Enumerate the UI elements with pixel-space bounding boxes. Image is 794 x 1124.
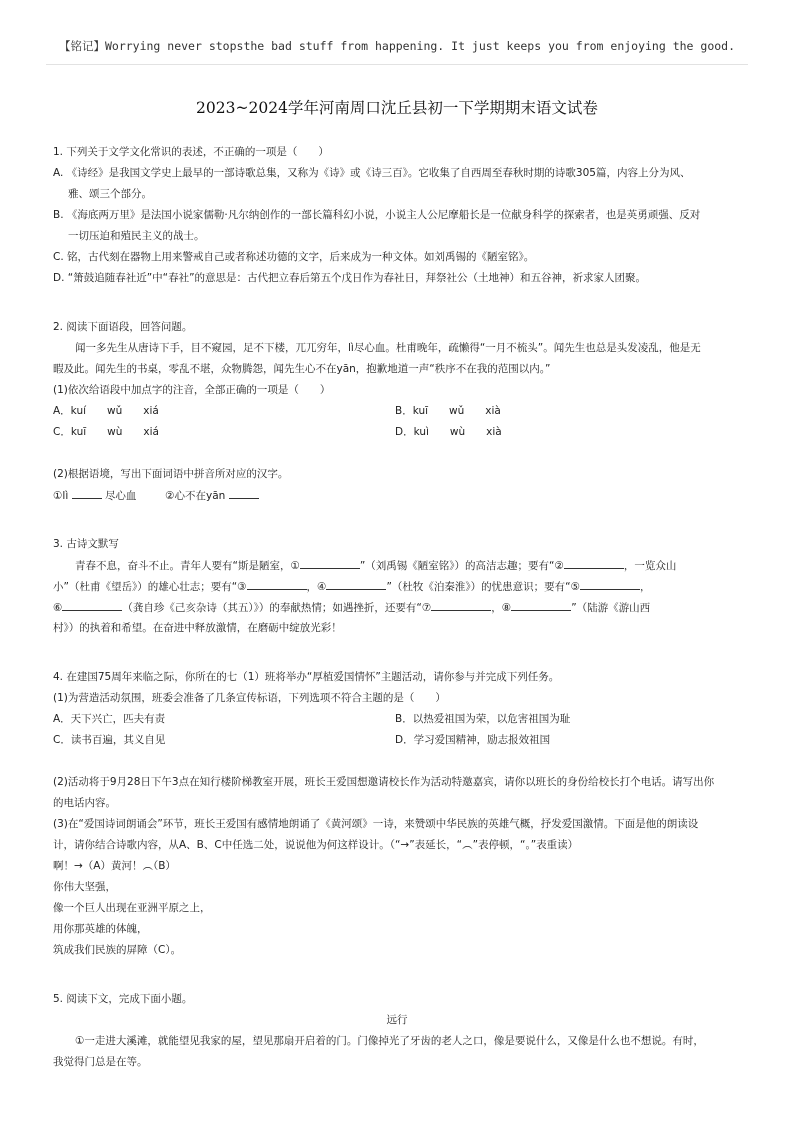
q1-option-a-cont: 雅、颂三个部分。	[68, 188, 152, 200]
q4-stem: 4. 在建国75周年来临之际，你所在的七（1）班将举办“厚植爱国情怀”主题活动，请你参与并完成下列任务。	[53, 671, 560, 683]
q4-sub1-option-a: A．天下兴亡，匹夫有责	[53, 713, 166, 725]
q4-sub1-stem: (1)为营造活动氛围，班委会准备了几条宣传标语，下列选项不符合主题的是（ ）	[53, 692, 446, 704]
q2-passage-line-2: 暇及此。闻先生的书桌，零乱不堪，众物腾怨，闻先生心不在yān，抱歉地道一声“秩序不在我的范围以内。”	[53, 363, 551, 375]
q4-sub1-option-c: C．读书百遍，其义自见	[53, 734, 166, 746]
poem-line-2: 你伟大坚强，	[53, 881, 116, 893]
q1-option-c: C. 铭，古代刻在器物上用来警戒自己或者称述功德的文字，后来成为一种文体。如刘禹锡的《陋室铭》。	[53, 251, 535, 263]
q3-line-1	[75, 558, 676, 573]
q3-stem: 3. 古诗文默写	[53, 538, 119, 550]
q3-l3-text-c: ，⑧	[491, 602, 512, 614]
q1-option-d: D. “箫鼓追随春社近”中“春社”的意思是：古代把立春后第五个戊日作为春社日，拜祭社公（土地神）和五谷神，祈求家人团聚。	[53, 272, 647, 284]
q3-l3-text-b: （龚自珍《己亥杂诗（其五）》）的奉献热情；如遇挫折，还要有“⑦	[122, 602, 432, 614]
page-title: 2023~2024学年河南周口沈丘县初一下学期期末语文试卷	[196, 99, 598, 117]
essay-paragraph-line-2: 我觉得门总是在等。	[53, 1056, 148, 1068]
q2-sub1-option-c: C．kuī wù xiá	[53, 426, 159, 438]
q3-l1-text-b: ”（刘禹锡《陋室铭》）的高洁志趣；要有“②	[359, 560, 564, 572]
q4-sub3-line-2: 计，请你结合诗歌内容，从A、B、C中任选二处，说说他为何这样设计。（“→”表延长，“︵”表停顿，“。”表重读）	[53, 839, 579, 851]
blank-4[interactable]	[326, 579, 386, 590]
fill-b-label: ②心不在yān	[165, 490, 226, 502]
q2-sub1-option-b: B．kuī wǔ xià	[395, 405, 501, 417]
blank-2[interactable]	[564, 558, 624, 569]
q2-passage-line-1: 闻一多先生从唐诗下手，目不窥园，足不下楼，兀兀穷年，lì尽心血。杜甫晚年，疏懒得“一月不梳头”。闻先生也总是头发凌乱，他是无	[75, 342, 701, 354]
q3-l2-text-a: 小”（杜甫《望岳》）的雄心壮志；要有“③	[53, 581, 247, 593]
q1-option-a: A. 《诗经》是我国文学史上最早的一部诗歌总集，又称为《诗》或《诗三百》。它收集了自西周至春秋时期的诗歌305篇，内容上分为风、	[53, 167, 691, 179]
q4-sub1-option-d: D．学习爱国精神，励志报效祖国	[395, 734, 551, 746]
header-divider	[46, 64, 748, 65]
q1-option-b-cont: 一切压迫和殖民主义的战士。	[68, 230, 205, 242]
blank-3[interactable]	[247, 579, 307, 590]
q2-sub1-option-a: A．kuí wǔ xiá	[53, 405, 159, 417]
q5-stem: 5. 阅读下文，完成下面小题。	[53, 993, 193, 1005]
q4-sub2-line-1: (2)活动将于9月28日下午3点在知行楼阶梯教室开展，班长王爱国想邀请校长作为活动特邀嘉宾，请你以班长的身份给校长打个电话。请写出你	[53, 776, 715, 788]
q2-sub1-stem: (1)依次给语段中加点字的注音，全部正确的一项是（ ）	[53, 384, 331, 396]
q2-stem: 2. 阅读下面语段，回答问题。	[53, 321, 193, 333]
fill-a-label: ①lì	[53, 490, 69, 502]
q4-sub1-option-b: B．以热爱祖国为荣，以危害祖国为耻	[395, 713, 571, 725]
q4-sub2-line-2: 的电话内容。	[53, 797, 116, 809]
q3-line-3	[53, 600, 650, 615]
poem-line-1: 啊！→（A）黄河！︵（B）	[53, 860, 176, 872]
poem-line-5: 筑成我们民族的屏障（C）。	[53, 944, 182, 956]
q2-sub1-option-d: D．kuì wù xià	[395, 426, 502, 438]
fill-b-blank[interactable]	[229, 488, 259, 499]
essay-title: 远行	[386, 1014, 408, 1026]
q3-l1-text-c: ，一览众山	[623, 560, 677, 572]
blank-7[interactable]	[431, 600, 491, 611]
q1-option-b: B. 《海底两万里》是法国小说家儒勒·凡尔纳创作的一部长篇科幻小说，小说主人公尼摩船长是一位献身科学的探索者，也是英勇顽强、反对	[53, 209, 701, 221]
blank-1[interactable]	[300, 558, 360, 569]
q4-sub3-line-1: (3)在“爱国诗词朗诵会”环节，班长王爱国有感情地朗诵了《黄河颂》一诗，来赞颂中华民族的英雄气概，抒发爱国激情。下面是他的朗读设	[53, 818, 699, 830]
q3-l2-text-d: ，	[640, 581, 651, 593]
q3-l3-text-d: ”（陆游《游山西	[571, 602, 651, 614]
poem-line-4: 用你那英雄的体魄，	[53, 923, 148, 935]
q3-l1-text-a: 青春不息，奋斗不止。青年人要有“斯是陋室，①	[75, 560, 300, 572]
poem-line-3: 像一个巨人出现在亚洲平原之上，	[53, 902, 211, 914]
q3-line-4: 村》）的执着和希望。在奋进中释放激情，在磨砺中绽放光彩！	[53, 622, 342, 634]
essay-paragraph-line-1: ①一走进大溪滩，就能望见我家的屋，望见那扇开启着的门。门像掉光了牙齿的老人之口，像是要说什么，又像是什么也不想说。有时，	[75, 1035, 704, 1047]
blank-6[interactable]	[62, 600, 122, 611]
blank-8[interactable]	[511, 600, 571, 611]
q2-sub2-fill-line	[53, 488, 259, 503]
q1-stem: 1. 下列关于文学文化常识的表述，不正确的一项是（ ）	[53, 146, 329, 158]
q3-l2-text-c: ”（杜牧《泊秦淮》）的忧患意识；要有“⑤	[386, 581, 581, 593]
motto-line: 【铭记】Worrying never stopsthe bad stuff from happening. It just keeps you from enjoying the good.	[58, 39, 736, 53]
fill-a-tail: 尽心血	[104, 490, 137, 502]
fill-a-blank[interactable]	[72, 488, 102, 499]
q2-sub2-stem: (2)根据语境，写出下面词语中拼音所对应的汉字。	[53, 468, 289, 480]
q3-line-2	[53, 579, 651, 594]
q3-l2-text-b: ，④	[306, 581, 327, 593]
blank-5[interactable]	[580, 579, 640, 590]
q3-l3-text-a: ⑥	[53, 602, 63, 614]
